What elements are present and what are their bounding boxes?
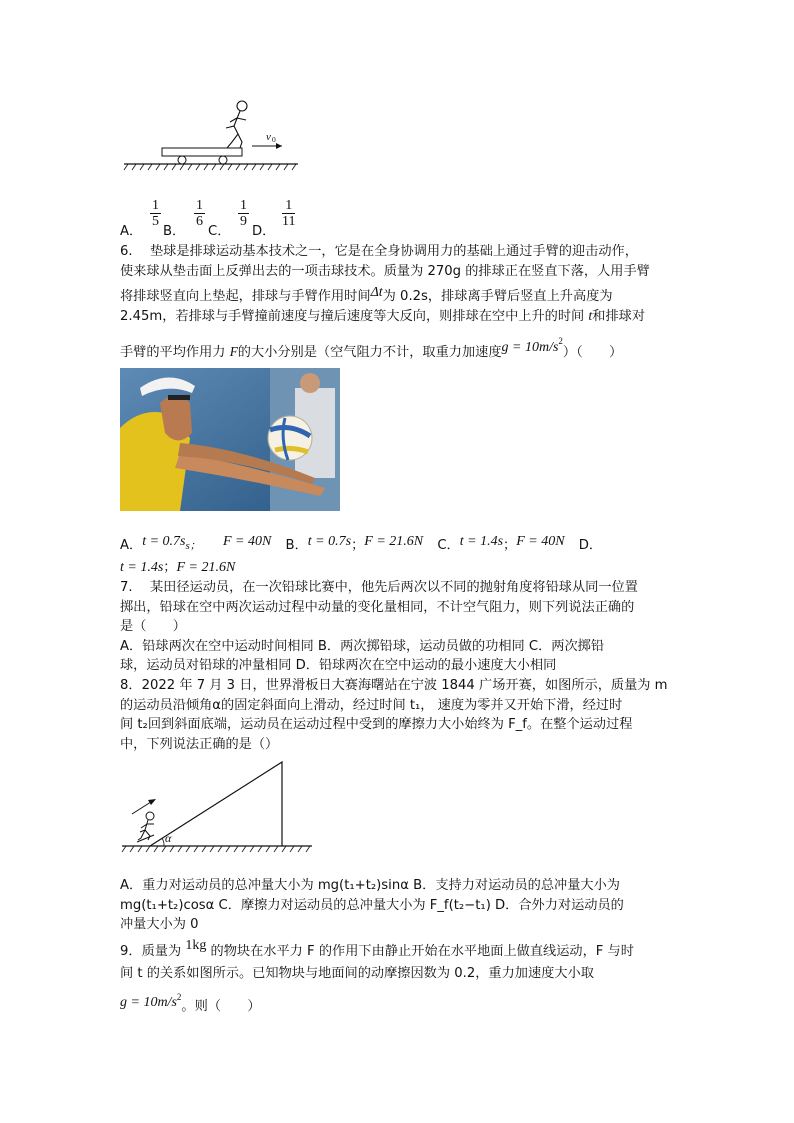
cart-figure [120,96,320,176]
delta-t: Δt [370,285,383,300]
q5-option-a-fraction: 1 5 [152,198,159,229]
cart-wheel-left [178,156,186,164]
q5-option-a-label[interactable]: A． [120,224,143,239]
q7-block [120,578,676,676]
q9-line-2: 间 t 的关系如图所示。已知物块与地面间的动摩擦因数为 0.2，重力加速度大小取 [120,966,594,981]
q8-options [120,876,676,935]
q7-line-3: 是（ ） [120,619,186,634]
q6-option-b[interactable]: B． [285,538,308,553]
q5-option-b-label[interactable]: B． [163,224,186,239]
q6-line-5: 手臂的平均作用力 F的大小分别是（空气阻力不计，取重力加速度$g = 10m/s^2$）（ ） [120,336,623,360]
cart-board [162,148,242,156]
q5-option-c-fraction: 1 9 [240,198,247,229]
q7-line-1: 7. 某田径运动员，在一次铅球比赛中，他先后两次以不同的抛射角度将铅球从同一位置 [120,580,638,595]
q6-option-a[interactable]: A． [120,538,143,553]
gravity-expression-q9: g = 10m/s [120,994,177,1010]
velocity-sub: 0 [272,135,276,144]
q8-line-2: 的运动员沿倾角α的固定斜面向上滑动，经过时间 t₁， 速度为零并又开始下滑，经过时 [120,697,623,713]
mass-value: 1kg [185,938,207,953]
q5-option-b-fraction: 1 6 [196,198,203,229]
q6-options-row-2: t = 1.4s；F = 21.6N [120,560,236,575]
q6-option-c[interactable]: C． [437,538,460,553]
q7-line-2: 掷出，铅球在空中两次运动过程中动量的变化量相同，不计空气阻力，则下列说法正确的 [120,599,635,615]
q8-options-line-1[interactable]: A．重力对运动员的总冲量大小为 mg(t₁+t₂)sinα B．支持力对运动员的总冲量大小为 [120,878,620,893]
gravity-expression: g = 10m/s [501,340,559,355]
q8-block [120,676,676,754]
q6-line-1: 6. 垫球是排球运动基本技术之一，它是在全身协调用力的基础上通过手臂的迎击动作， [120,244,638,259]
q6-line-3: 将排球竖直向上垫起，排球与手臂作用时间Δt为 0.2s，排球离手臂后竖直上升高度为 [120,285,613,304]
q6-options-row-1: A．t = 0.7ss； F = 40N B．t = 0.7s；F = 21.6N C．t = 1.4s；F = 40N D． [120,534,603,553]
q9-line-3: $g = 10m/s^2$。则（ ） [120,991,261,1014]
q7-line-5[interactable]: 球，运动员对铅球的冲量相同 D．铅球两次在空中运动的最小速度大小相同 [120,658,557,673]
q6-line-4: 2.45m，若排球与手臂撞前速度与撞后速度等大反向，则排球在空中上升的时间 t和排球对 [120,308,646,324]
person-figure [226,101,247,148]
q8-options-line-3[interactable]: 冲量大小为 0 [120,917,199,932]
q5-option-c-label[interactable]: C． [208,224,231,239]
q6-option-d[interactable]: D． [578,538,603,553]
q6-stem [120,242,676,363]
cart-wheel-right [219,156,227,164]
skater-figure [137,812,154,842]
q7-line-4[interactable]: A．铅球两次在空中运动时间相同 B．两次掷铅球，运动员做的功相同 C．两次掷铅 [120,638,605,654]
volleyball-photo [120,368,340,511]
q6-line-2: 使来球从垫击面上反弹出去的一项击球技术。质量为 270g 的排球正在竖直下落，人用手臂 [120,263,650,279]
q6-options [120,531,676,579]
q9-line-1: 9．质量为 1kg 的物块在水平力 F 的作用下由静止开始在水平地面上做直线运动，F 与时 [120,938,634,959]
velocity-label: v [266,131,271,143]
q5-option-d-label[interactable]: D． [252,224,276,239]
q5-options [120,198,676,242]
q8-line-4: 中，下列说法正确的是（） [120,736,279,752]
q9-block [120,934,676,1016]
q8-line-3: 间 t₂回到斜面底端，运动员在运动过程中受到的摩擦力大小始终为 F_f。在整个运动过程 [120,717,633,732]
q8-options-line-2[interactable]: mg(t₁+t₂)cosα C．摩擦力对运动员的总冲量大小为 F_f(t₂−t₁) D．合外力对运动员的 [120,897,624,913]
q5-option-d-fraction: 1 11 [282,198,296,229]
incline-figure [120,758,320,858]
q8-line-1: 8．2022 年 7 月 3 日，世界滑板日大赛海曙站在宁波 1844 广场开赛，如图所示，质量为 m [120,678,668,693]
angle-label: α [165,831,172,845]
